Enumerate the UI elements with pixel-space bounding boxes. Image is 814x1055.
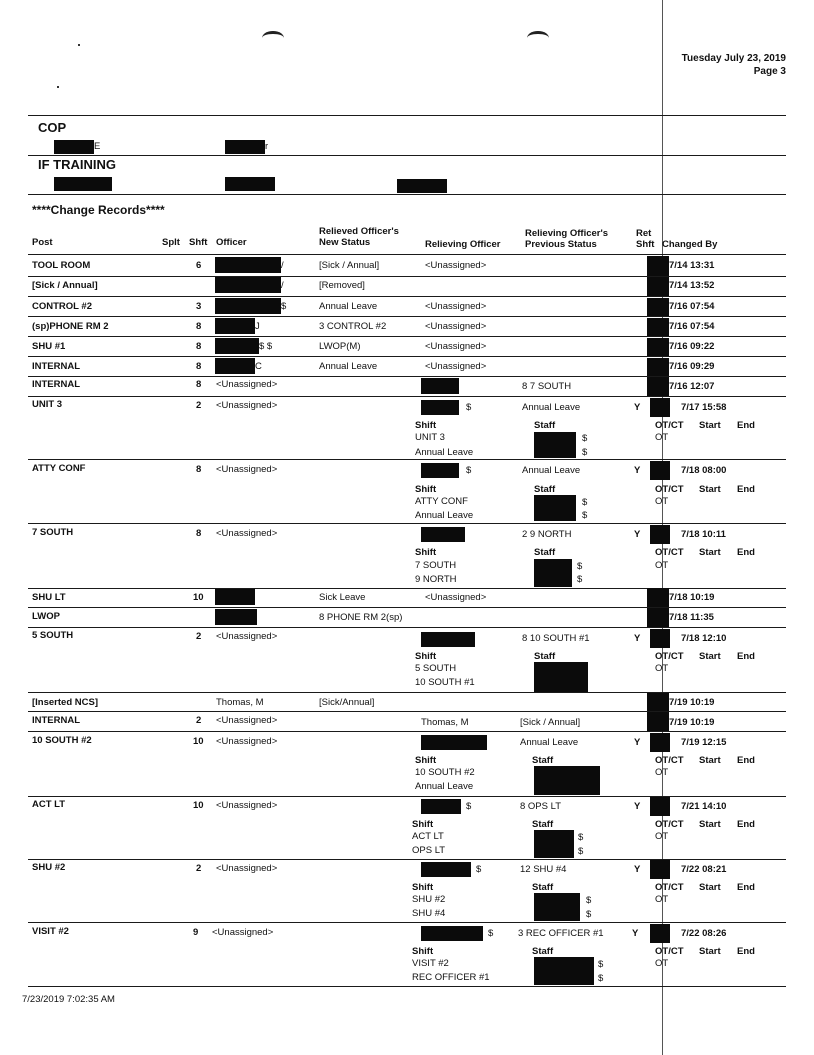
dollar: $: [476, 864, 482, 875]
redaction: [215, 277, 281, 293]
dollar: $: [577, 561, 583, 572]
row-shft: 8: [196, 379, 202, 390]
dollar: $: [466, 801, 472, 812]
row-shft: 2: [196, 715, 202, 726]
row-post: 10 SOUTH #2: [32, 735, 92, 746]
redaction: [421, 378, 459, 394]
row-shft: 6: [196, 260, 202, 271]
ret-shft: Y: [634, 737, 641, 748]
divider: [28, 254, 786, 255]
dollar: $: [578, 846, 584, 857]
redaction: [225, 177, 275, 191]
redaction: [215, 589, 255, 605]
redaction: [421, 632, 475, 647]
shift-label: Shift: [415, 420, 437, 431]
end-label: End: [737, 420, 755, 431]
new-status: Annual Leave: [319, 301, 378, 312]
prev-status: Annual Leave: [522, 465, 581, 476]
changed-by: 7/16 07:54: [669, 301, 715, 312]
col-ret-1: Ret: [636, 228, 652, 239]
divider: [28, 627, 786, 628]
shift-post: UNIT 3: [415, 432, 445, 443]
redaction: [647, 256, 669, 276]
col-splt: Splt: [162, 237, 180, 248]
changed-by: 7/16 09:22: [669, 341, 715, 352]
divider: [28, 607, 786, 608]
ot-label: OT: [655, 560, 669, 571]
row-shft: 10: [193, 592, 204, 603]
section-cop: COP: [38, 120, 67, 135]
redaction: [647, 338, 669, 357]
otct-label: OT/CT: [655, 547, 684, 558]
row-post: INTERNAL: [32, 379, 81, 390]
redaction: [534, 766, 600, 795]
changed-by: 7/16 09:29: [669, 361, 715, 372]
changed-by: 7/14 13:31: [669, 260, 715, 271]
divider: [28, 711, 786, 712]
scan-mark: [527, 31, 549, 45]
dollar: $: [586, 895, 592, 906]
staff-label: Staff: [534, 651, 556, 662]
officer-suffix: J: [255, 321, 260, 332]
col-rel-prev-2: Previous Status: [525, 239, 597, 250]
shift-status: REC OFFICER #1: [412, 972, 490, 983]
row-post: INTERNAL: [32, 715, 81, 726]
otct-label: OT/CT: [655, 946, 684, 957]
row-shft: 3: [196, 301, 202, 312]
redaction: [647, 608, 669, 627]
redaction: [421, 926, 483, 941]
changed-by: 7/16 12:07: [669, 381, 715, 392]
relieving-officer: Thomas, M: [421, 717, 469, 728]
officer-suffix: $ $: [259, 341, 273, 352]
divider: [28, 459, 786, 460]
ot-label: OT: [655, 831, 669, 842]
redaction: [421, 527, 465, 542]
redaction: [534, 893, 580, 921]
shift-status: OPS LT: [412, 845, 446, 856]
section-if-training: IF TRAINING: [38, 157, 116, 172]
officer: <Unassigned>: [216, 863, 278, 874]
shift-status: SHU #4: [412, 908, 446, 919]
prev-status: 12 SHU #4: [520, 864, 567, 875]
redaction: [215, 358, 255, 374]
changed-by: 7/18 10:11: [681, 529, 726, 540]
col-ret-2: Shft: [636, 239, 655, 250]
ot-label: OT: [655, 663, 669, 674]
dollar: $: [582, 497, 588, 508]
relieving-officer: <Unassigned>: [425, 341, 487, 352]
row-post: 7 SOUTH: [32, 527, 74, 538]
staff-label: Staff: [534, 484, 556, 495]
row-post: ATTY CONF: [32, 463, 86, 474]
redaction: [647, 693, 669, 712]
redaction-suffix: r: [265, 141, 269, 152]
col-changed-by: Changed By: [662, 239, 718, 250]
officer: <Unassigned>: [216, 736, 278, 747]
start-label: Start: [699, 484, 721, 495]
col-rel-prev-1: Relieving Officer's: [525, 228, 609, 239]
new-status: [Sick/Annual]: [319, 697, 375, 708]
changed-by: 7/19 10:19: [669, 717, 715, 728]
end-label: End: [737, 755, 755, 766]
officer: <Unassigned>: [216, 379, 278, 390]
prev-status: 8 10 SOUTH #1: [522, 633, 590, 644]
page-number: Page 3: [753, 66, 786, 77]
prev-status: 2 9 NORTH: [522, 529, 572, 540]
officer: <Unassigned>: [216, 464, 278, 475]
scan-mark: [262, 31, 284, 45]
shift-status: Annual Leave: [415, 447, 474, 458]
redaction: [647, 712, 669, 731]
changed-by: 7/22 08:21: [681, 864, 727, 875]
redaction-suffix: E: [94, 141, 101, 152]
shift-label: Shift: [415, 651, 437, 662]
ret-shft: Y: [634, 801, 641, 812]
shift-post: 10 SOUTH #2: [415, 767, 475, 778]
redaction: [534, 662, 588, 692]
divider: [28, 523, 786, 524]
changed-by: 7/18 10:19: [669, 592, 715, 603]
row-post: (sp)PHONE RM 2: [32, 321, 109, 332]
row-post: SHU #2: [32, 862, 66, 873]
officer: <Unassigned>: [216, 800, 278, 811]
dollar: $: [598, 959, 604, 970]
staff-label: Staff: [532, 819, 554, 830]
new-status: LWOP(M): [319, 341, 361, 352]
divider: [28, 692, 786, 693]
redaction: [534, 495, 576, 521]
row-shft: 10: [193, 800, 204, 811]
divider: [28, 194, 786, 195]
shift-post: VISIT #2: [412, 958, 449, 969]
col-shft: Shft: [189, 237, 208, 248]
officer: <Unassigned>: [212, 927, 274, 938]
changed-by: 7/16 07:54: [669, 321, 715, 332]
ret-shft: Y: [634, 529, 641, 540]
end-label: End: [737, 547, 755, 558]
redaction: [647, 358, 669, 377]
divider: [28, 115, 786, 116]
row-shft: 9: [193, 927, 199, 938]
officer-suffix: C: [255, 361, 262, 372]
otct-label: OT/CT: [655, 420, 684, 431]
redaction: [650, 797, 670, 816]
start-label: Start: [699, 946, 721, 957]
redaction: [650, 924, 670, 943]
end-label: End: [737, 484, 755, 495]
row-shft: 8: [196, 341, 202, 352]
officer: <Unassigned>: [216, 528, 278, 539]
redaction: [54, 140, 94, 154]
redaction: [647, 277, 669, 296]
section-change-records: ****Change Records****: [32, 203, 165, 217]
changed-by: 7/18 11:35: [669, 612, 714, 623]
redaction: [397, 179, 447, 193]
divider: [28, 356, 786, 357]
shift-post: 5 SOUTH: [415, 663, 457, 674]
prev-status: 8 7 SOUTH: [522, 381, 572, 392]
changed-by: 7/22 08:26: [681, 928, 727, 939]
officer-suffix: /: [281, 260, 284, 271]
row-post: UNIT 3: [32, 399, 63, 410]
redaction: [650, 461, 670, 480]
redaction: [650, 398, 670, 417]
scan-speck: [78, 44, 80, 46]
ret-shft: Y: [634, 633, 641, 644]
shift-post: ATTY CONF: [415, 496, 468, 507]
redaction: [650, 629, 670, 648]
redaction: [421, 463, 459, 478]
row-post: TOOL ROOM: [32, 260, 91, 271]
changed-by: 7/17 15:58: [681, 402, 727, 413]
col-officer: Officer: [216, 237, 247, 248]
redaction: [215, 609, 257, 625]
changed-by: 7/18 08:00: [681, 465, 727, 476]
prev-status: 8 OPS LT: [520, 801, 562, 812]
redaction: [215, 318, 255, 334]
row-post: LWOP: [32, 611, 60, 622]
ret-shft: Y: [634, 465, 641, 476]
divider: [28, 986, 786, 987]
new-status: 8 PHONE RM 2(sp): [319, 612, 403, 623]
divider: [28, 396, 786, 397]
otct-label: OT/CT: [655, 755, 684, 766]
start-label: Start: [699, 882, 721, 893]
shift-post: SHU #2: [412, 894, 446, 905]
redaction: [215, 298, 281, 314]
officer: <Unassigned>: [216, 631, 278, 642]
ot-label: OT: [655, 958, 669, 969]
officer: Thomas, M: [216, 697, 264, 708]
relieving-officer: <Unassigned>: [425, 361, 487, 372]
shift-label: Shift: [412, 946, 434, 957]
ot-label: OT: [655, 496, 669, 507]
shift-label: Shift: [412, 819, 434, 830]
relieving-officer: <Unassigned>: [425, 301, 487, 312]
divider: [28, 376, 786, 377]
row-shft: 8: [196, 528, 202, 539]
redaction: [647, 588, 669, 607]
redaction: [534, 559, 572, 587]
staff-label: Staff: [534, 547, 556, 558]
new-status: [Removed]: [319, 280, 365, 291]
row-post: SHU LT: [32, 592, 66, 603]
divider: [28, 796, 786, 797]
otct-label: OT/CT: [655, 651, 684, 662]
ot-label: OT: [655, 894, 669, 905]
prev-status: Annual Leave: [520, 737, 579, 748]
row-shft: 2: [196, 400, 202, 411]
dollar: $: [578, 832, 584, 843]
redaction: [650, 860, 670, 879]
officer: <Unassigned>: [216, 715, 278, 726]
redaction: [534, 432, 576, 458]
relieving-officer: <Unassigned>: [425, 592, 487, 603]
shift-post: 7 SOUTH: [415, 560, 457, 571]
row-shft: 8: [196, 361, 202, 372]
divider: [28, 316, 786, 317]
changed-by: 7/21 14:10: [681, 801, 727, 812]
new-status: Sick Leave: [319, 592, 366, 603]
row-shft: 10: [193, 736, 204, 747]
dollar: $: [466, 402, 472, 413]
col-relieving: Relieving Officer: [425, 239, 501, 250]
dollar: $: [577, 574, 583, 585]
prev-status: [Sick / Annual]: [520, 717, 581, 728]
divider: [28, 588, 786, 589]
row-shft: 2: [196, 863, 202, 874]
new-status: [Sick / Annual]: [319, 260, 380, 271]
row-post: INTERNAL: [32, 361, 81, 372]
row-shft: 8: [196, 464, 202, 475]
dollar: $: [582, 510, 588, 521]
redaction: [647, 318, 669, 337]
shift-status: 9 NORTH: [415, 574, 457, 585]
redaction: [650, 733, 670, 752]
ret-shft: Y: [634, 864, 641, 875]
row-post: [Sick / Annual]: [32, 280, 98, 291]
divider: [28, 336, 786, 337]
row-shft: 2: [196, 631, 202, 642]
end-label: End: [737, 946, 755, 957]
redaction: [534, 830, 574, 858]
row-post: CONTROL #2: [32, 301, 93, 312]
redaction: [421, 862, 471, 877]
shift-status: 10 SOUTH #1: [415, 677, 475, 688]
dollar: $: [582, 433, 588, 444]
redaction: [421, 400, 459, 415]
row-shft: 8: [196, 321, 202, 332]
shift-status: Annual Leave: [415, 781, 474, 792]
redaction: [534, 957, 594, 985]
redaction: [647, 298, 669, 317]
new-status: 3 CONTROL #2: [319, 321, 387, 332]
redaction: [215, 257, 281, 273]
dollar: $: [598, 973, 604, 984]
dollar: $: [466, 465, 472, 476]
changed-by: 7/18 12:10: [681, 633, 727, 644]
start-label: Start: [699, 547, 721, 558]
shift-label: Shift: [415, 484, 437, 495]
scan-speck: [57, 86, 59, 88]
otct-label: OT/CT: [655, 882, 684, 893]
redaction: [650, 525, 670, 544]
end-label: End: [737, 882, 755, 893]
changed-by: 7/19 12:15: [681, 737, 727, 748]
redaction: [54, 177, 112, 191]
staff-label: Staff: [532, 882, 554, 893]
row-post: SHU #1: [32, 341, 66, 352]
redaction: [225, 140, 265, 154]
start-label: Start: [699, 755, 721, 766]
new-status: Annual Leave: [319, 361, 378, 372]
row-post: ACT LT: [32, 799, 66, 810]
shift-label: Shift: [415, 755, 437, 766]
ot-label: OT: [655, 432, 669, 443]
shift-label: Shift: [415, 547, 437, 558]
ot-label: OT: [655, 767, 669, 778]
dollar: $: [586, 909, 592, 920]
divider: [28, 859, 786, 860]
divider: [28, 296, 786, 297]
ret-shft: Y: [634, 402, 641, 413]
officer: <Unassigned>: [216, 400, 278, 411]
col-relieved-1: Relieved Officer's: [319, 226, 399, 237]
start-label: Start: [699, 651, 721, 662]
changed-by: 7/19 10:19: [669, 697, 715, 708]
shift-post: ACT LT: [412, 831, 444, 842]
shift-label: Shift: [412, 882, 434, 893]
changed-by: 7/14 13:52: [669, 280, 715, 291]
redaction: [647, 377, 669, 396]
divider: [28, 155, 786, 156]
col-post: Post: [32, 237, 53, 248]
divider: [28, 276, 786, 277]
prev-status: 3 REC OFFICER #1: [518, 928, 604, 939]
staff-label: Staff: [532, 946, 554, 957]
relieving-officer: <Unassigned>: [425, 321, 487, 332]
divider: [28, 922, 786, 923]
col-relieved-2: New Status: [319, 237, 371, 248]
end-label: End: [737, 651, 755, 662]
redaction: [421, 735, 487, 750]
prev-status: Annual Leave: [522, 402, 581, 413]
dollar: $: [582, 447, 588, 458]
otct-label: OT/CT: [655, 819, 684, 830]
footer-timestamp: 7/23/2019 7:02:35 AM: [22, 994, 115, 1005]
row-post: 5 SOUTH: [32, 630, 74, 641]
otct-label: OT/CT: [655, 484, 684, 495]
start-label: Start: [699, 819, 721, 830]
shift-status: Annual Leave: [415, 510, 474, 521]
divider: [28, 731, 786, 732]
row-post: [Inserted NCS]: [32, 697, 98, 708]
dollar: $: [488, 928, 494, 939]
officer-suffix: /: [281, 280, 284, 291]
row-post: VISIT #2: [32, 926, 69, 937]
officer-suffix: $: [281, 301, 287, 312]
ret-shft: Y: [632, 928, 639, 939]
relieving-officer: <Unassigned>: [425, 260, 487, 271]
start-label: Start: [699, 420, 721, 431]
staff-label: Staff: [532, 755, 554, 766]
redaction: [215, 338, 259, 354]
staff-label: Staff: [534, 420, 556, 431]
redaction: [421, 799, 461, 814]
report-date: Tuesday July 23, 2019: [681, 53, 786, 64]
end-label: End: [737, 819, 755, 830]
